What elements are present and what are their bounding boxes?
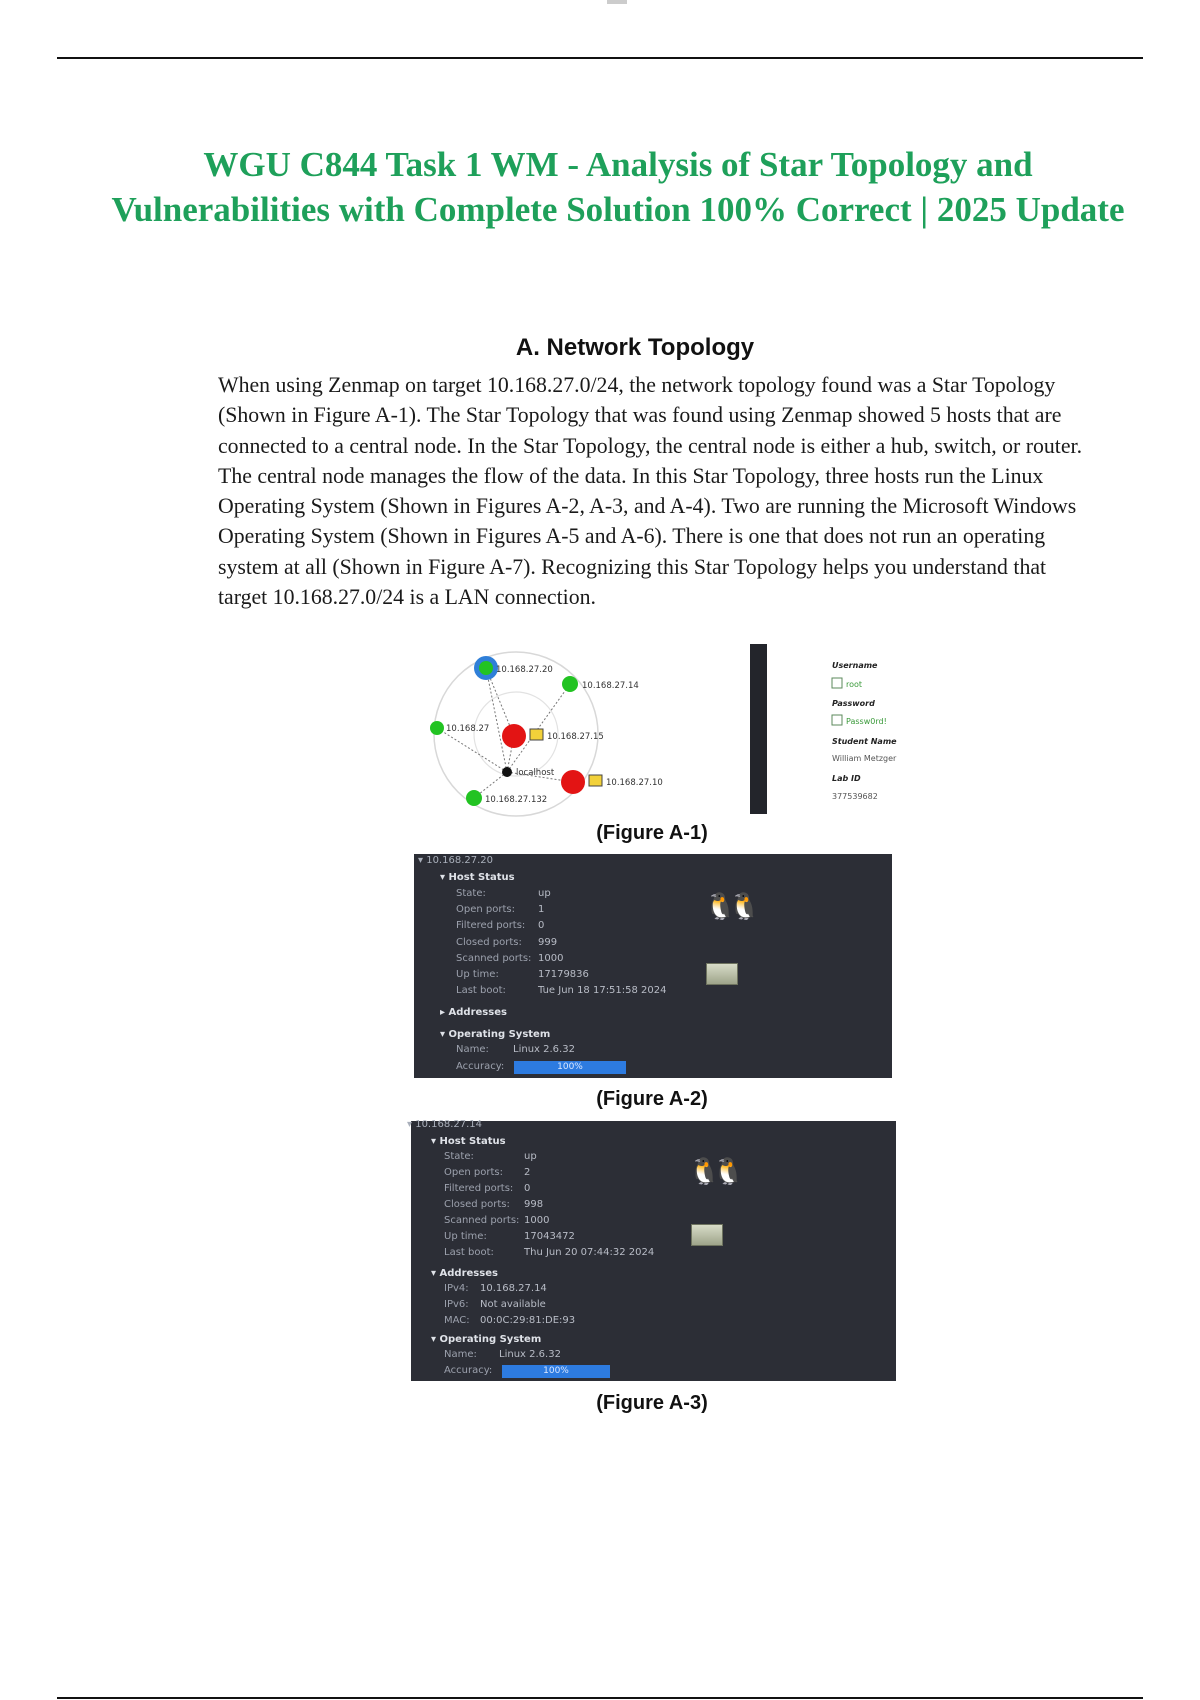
host-address: 10.168.27.14 (415, 1119, 482, 1130)
addresses-header[interactable]: ▾ Addresses (431, 1268, 498, 1279)
figure-a3-caption: (Figure A-3) (596, 1392, 708, 1414)
topology-graph (390, 644, 920, 814)
host-header[interactable]: ▾ 10.168.27.20 (418, 855, 493, 866)
figure-a2-caption: (Figure A-2) (596, 1088, 708, 1110)
password-label: Password (832, 699, 875, 708)
host-header[interactable]: ▾ 10.168.27.14 (407, 1119, 482, 1130)
addresses-label: Addresses (439, 1268, 498, 1279)
node-10-168-27-10[interactable] (561, 770, 585, 794)
os-name-value: Linux 2.6.32 (499, 1349, 561, 1360)
firewall-icon (589, 775, 602, 786)
accuracy-bar: 100% (514, 1061, 626, 1074)
os-name-value: Linux 2.6.32 (513, 1044, 575, 1055)
os-name-label: Name: (456, 1044, 489, 1055)
host-address: 10.168.27.20 (426, 855, 493, 866)
os-label: Operating System (439, 1334, 542, 1345)
addresses-header[interactable]: ▸ Addresses (440, 1007, 507, 1018)
node-10-168-27-20[interactable] (479, 661, 493, 675)
node-10-168-27-15[interactable] (502, 724, 526, 748)
host-status-header[interactable]: ▾ Host Status (440, 872, 515, 883)
username-label: Username (832, 661, 878, 670)
hard-disk-icon (706, 963, 738, 985)
student-name-label: Student Name (832, 737, 897, 746)
host-status-label: Host Status (439, 1136, 506, 1147)
last-boot-value: Tue Jun 18 17:51:58 2024 (538, 985, 667, 996)
body-paragraph: When using Zenmap on target 10.168.27.0/24, the network topology found was a Star Topology (Shown in Figure A-1). The Star Topology that was found using Zenmap showed 5 hosts that are connected to a central node. In the Star Topology, the central node is either a hub, switch, or router. The central node manages the flow of the data. In this Star Topology, three hosts run the Linux Operating System (Shown in Figures A-2, A-3, and A-4). Two are running the Microsoft Windows Operating System (Shown in Figures A-5 and A-6). There is one that does not run an operating system at all (Shown in Figure A-7). Recognizing this Star Topology helps you understand that target 10.168.27.0/24 is a LAN connection. (218, 373, 1083, 610)
filtered-ports-label: Filtered ports: (444, 1183, 514, 1194)
text-field-icon (832, 715, 842, 725)
os-name-label: Name: (444, 1349, 477, 1360)
last-boot-label: Last boot: (444, 1247, 494, 1258)
open-ports-label: Open ports: (456, 904, 515, 915)
host-status-header[interactable]: ▾ Host Status (431, 1136, 506, 1147)
ipv4-value: 10.168.27.14 (480, 1283, 547, 1294)
addresses-label: Addresses (448, 1007, 507, 1018)
filtered-ports-label: Filtered ports: (456, 920, 526, 931)
closed-ports-label: Closed ports: (444, 1199, 510, 1210)
node-label-localhost: localhost (516, 768, 555, 778)
closed-ports-value: 998 (524, 1199, 544, 1210)
mac-label: MAC: (444, 1315, 470, 1326)
document-title: WGU C844 Task 1 WM - Analysis of Star Topology and Vulnerabilities with Complete Solution 100% Correct | 2025 Update (111, 145, 1125, 229)
linux-penguin-icon: 🐧🐧 (704, 892, 753, 922)
accuracy-bar: 100% (502, 1365, 610, 1378)
open-ports-value: 1 (538, 904, 545, 915)
lab-id-value: 377539682 (832, 792, 878, 801)
accuracy-label: Accuracy: (444, 1365, 493, 1376)
last-boot-value: Thu Jun 20 07:44:32 2024 (524, 1247, 655, 1258)
open-ports-label: Open ports: (444, 1167, 503, 1178)
node-label-15: 10.168.27.15 (547, 732, 604, 742)
ipv6-label: IPv6: (444, 1299, 469, 1310)
section-heading: A. Network Topology (515, 334, 755, 361)
page-top-mark (607, 0, 627, 4)
header-rule (57, 57, 1143, 59)
ipv6-value: Not available (480, 1299, 546, 1310)
figure-a2-host-details (414, 854, 892, 1078)
figure-a1-caption: (Figure A-1) (596, 822, 708, 844)
last-boot-label: Last boot: (456, 985, 506, 996)
node-10-168-27-132[interactable] (466, 790, 482, 806)
lab-id-label: Lab ID (832, 774, 861, 783)
node-10-168-27-14[interactable] (562, 676, 578, 692)
username-value: root (846, 680, 863, 689)
state-label: State: (444, 1151, 474, 1162)
state-value: up (524, 1151, 537, 1162)
footer-rule (57, 1697, 1143, 1699)
filtered-ports-value: 0 (524, 1183, 531, 1194)
node-10-168-27-x[interactable] (430, 721, 444, 735)
scanned-ports-value: 1000 (524, 1215, 550, 1226)
closed-ports-value: 999 (538, 937, 558, 948)
node-label-132: 10.168.27.132 (485, 795, 548, 805)
filtered-ports-value: 0 (538, 920, 545, 931)
accuracy-label: Accuracy: (456, 1061, 505, 1072)
side-panel-bar (750, 644, 767, 814)
uptime-label: Up time: (444, 1231, 487, 1242)
firewall-icon (530, 729, 543, 740)
state-value: up (538, 888, 551, 899)
text-field-icon (832, 678, 842, 688)
closed-ports-label: Closed ports: (456, 937, 522, 948)
student-name-value: William Metzger (832, 754, 897, 763)
node-label-20: 10.168.27.20 (496, 665, 553, 675)
os-label: Operating System (448, 1029, 551, 1040)
hard-disk-icon (691, 1224, 723, 1246)
uptime-value: 17043472 (524, 1231, 575, 1242)
host-status-label: Host Status (448, 872, 515, 883)
node-label-27: 10.168.27 (446, 724, 490, 734)
figure-a1-topology (390, 644, 920, 814)
os-header[interactable]: ▾ Operating System (440, 1029, 551, 1040)
uptime-label: Up time: (456, 969, 499, 980)
scanned-ports-label: Scanned ports: (456, 953, 532, 964)
scanned-ports-label: Scanned ports: (444, 1215, 520, 1226)
mac-value: 00:0C:29:81:DE:93 (480, 1315, 576, 1326)
uptime-value: 17179836 (538, 969, 589, 980)
node-label-14: 10.168.27.14 (582, 681, 639, 691)
os-header[interactable]: ▾ Operating System (431, 1334, 542, 1345)
state-label: State: (456, 888, 486, 899)
linux-penguin-icon: 🐧🐧 (688, 1157, 737, 1187)
password-value: Passw0rd! (846, 717, 887, 726)
ipv4-label: IPv4: (444, 1283, 469, 1294)
scanned-ports-value: 1000 (538, 953, 564, 964)
open-ports-value: 2 (524, 1167, 531, 1178)
localhost-node[interactable] (502, 767, 512, 777)
figure-a3-host-details (407, 1119, 896, 1381)
node-label-10: 10.168.27.10 (606, 778, 663, 788)
